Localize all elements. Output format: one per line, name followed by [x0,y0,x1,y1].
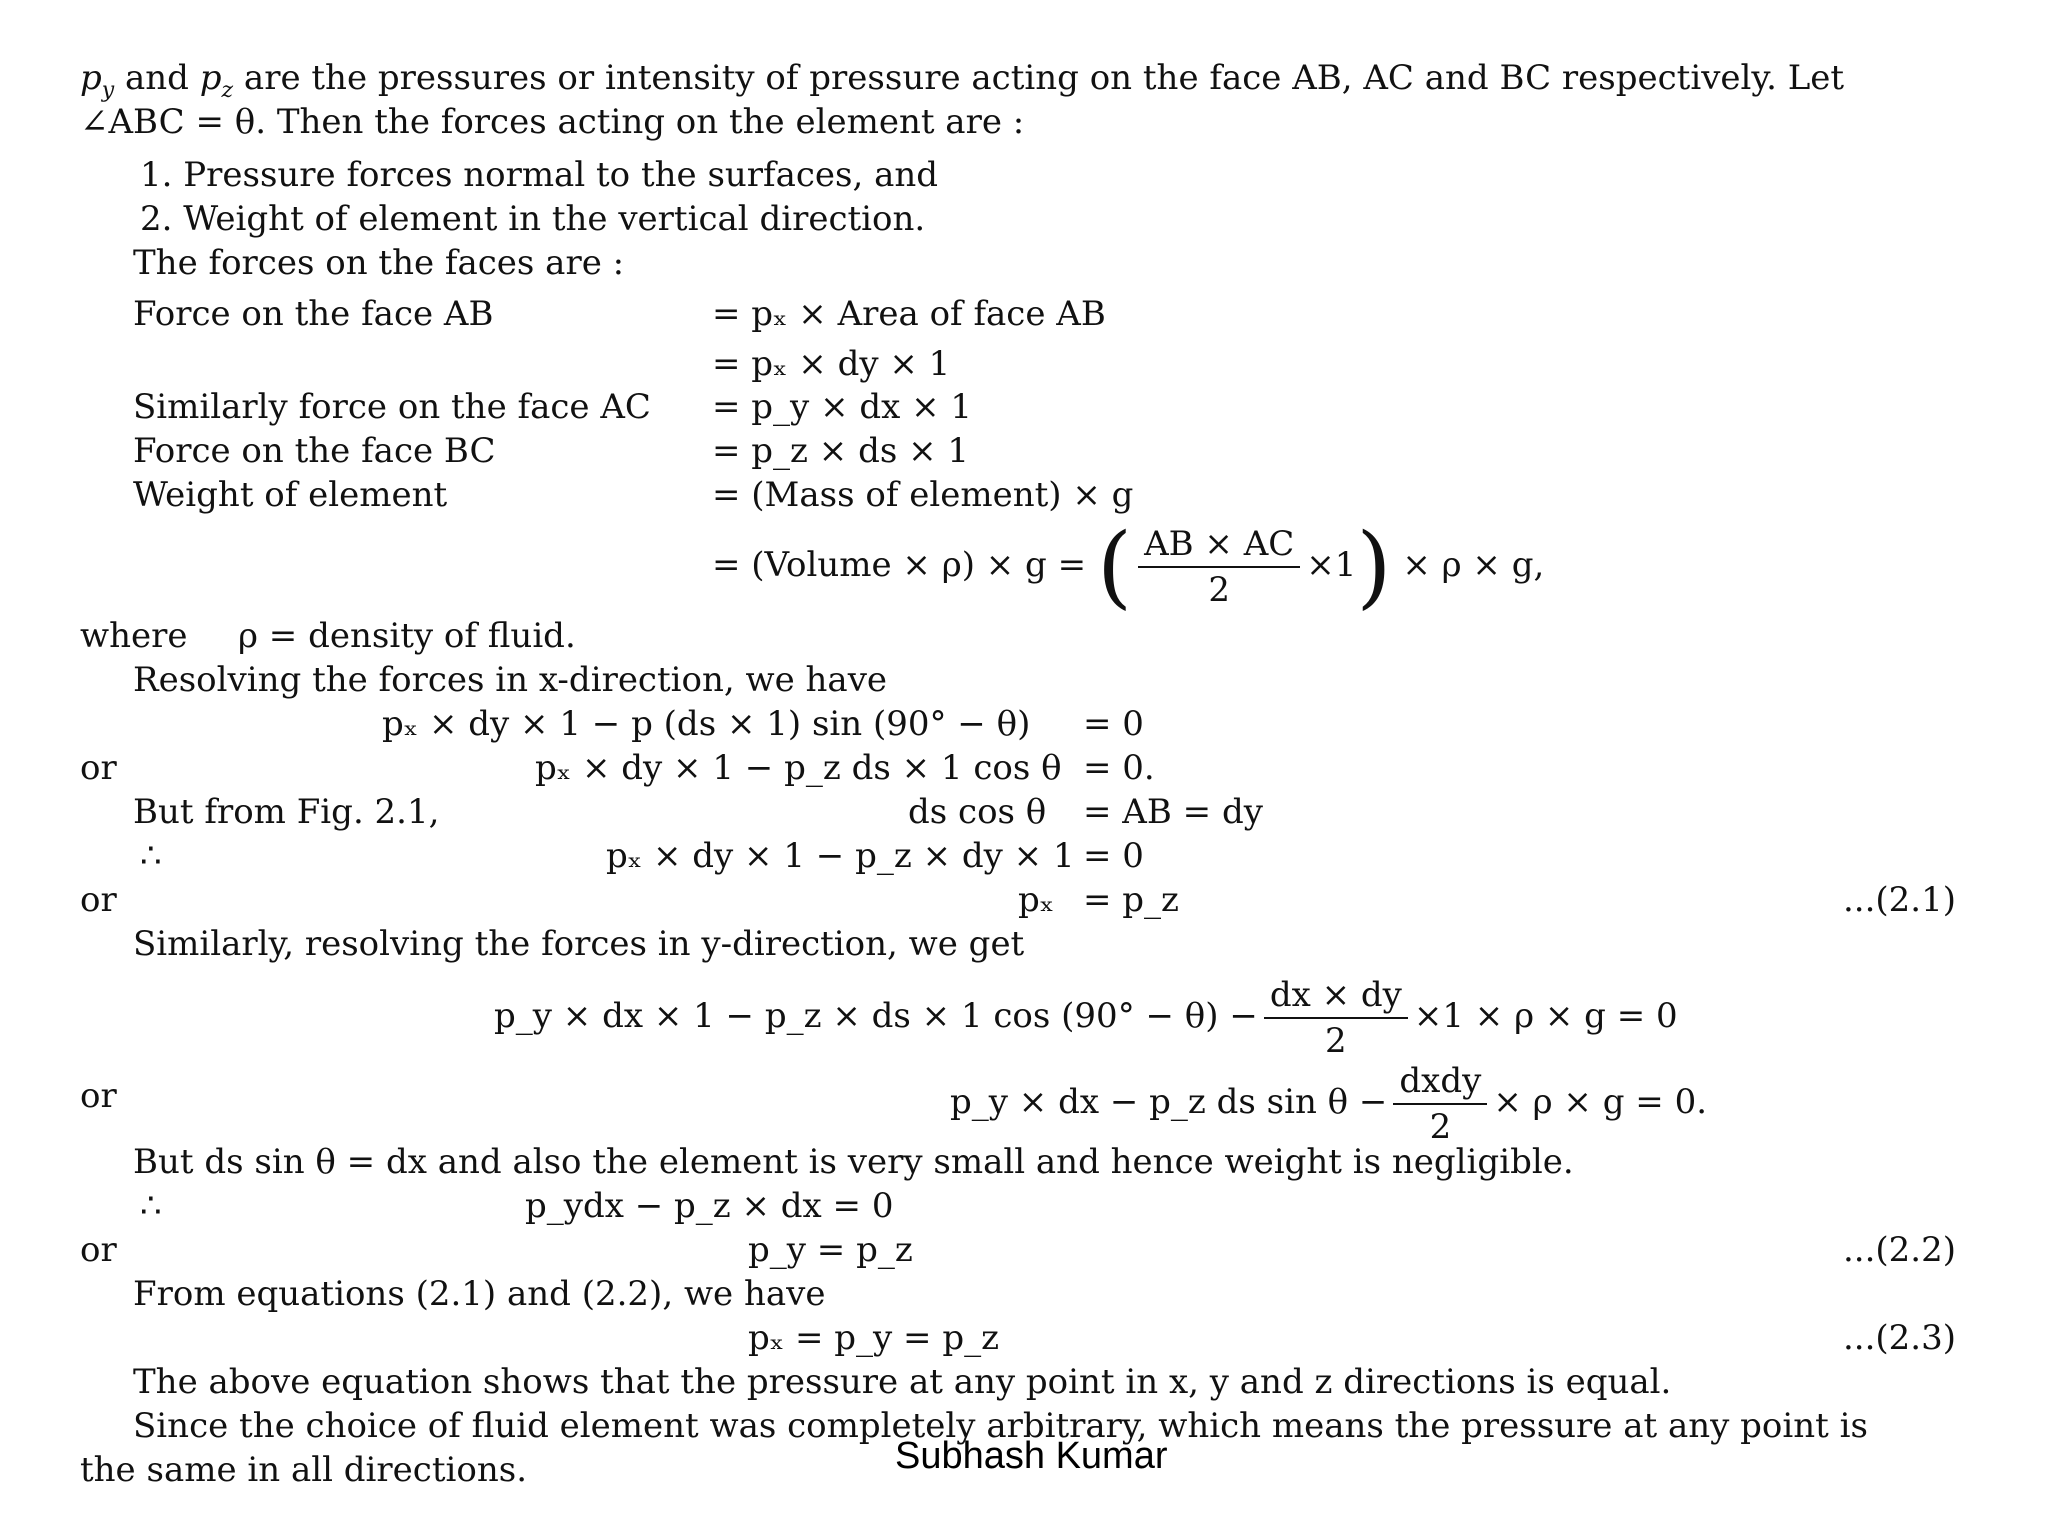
force-bc-rhs: = p_z × ds × 1 [712,431,970,471]
weight-label: Weight of element [133,475,448,515]
intro-p-symbol: p [80,58,102,98]
intro-sub-y: y [101,78,115,103]
force-bc-label: Force on the face BC [133,431,496,471]
x-eq-5-rhs: = p_z [1083,880,1179,920]
y-eq-1-denominator: 2 [1325,1021,1347,1061]
y-eq-3: p_ydx − p_z × dx = 0 [525,1186,894,1226]
x-or-1: or [80,748,117,788]
y-eq-4: p_y = p_z [748,1230,913,1270]
therefore-symbol: ∴ [140,836,162,876]
weight-rhs: = (Mass of element) × g [712,475,1134,515]
equation-number-2-2: ...(2.2) [1842,1230,1956,1270]
x-eq-1: pₓ × dy × 1 − p (ds × 1) sin (90° − θ) [382,704,1031,744]
x-eq-2: pₓ × dy × 1 − p_z ds × 1 cos θ [535,748,1062,788]
author-watermark: Subhash Kumar [895,1435,1168,1477]
x-eq-4: pₓ × dy × 1 − p_z × dy × 1 [606,836,1075,876]
x-eq-5: pₓ [1018,880,1055,920]
x-or-2: or [80,880,117,920]
x-direction-heading: Resolving the forces in x-direction, we have [133,660,888,700]
right-paren: ) [1356,514,1392,619]
x-eq-4-rhs: = 0 [1083,836,1144,876]
force-ab-rhs: = pₓ × Area of face AB [712,294,1106,334]
intro-sub-z: z [221,78,234,103]
weight-fraction-denominator: 2 [1208,570,1230,610]
y-or-2: or [80,1230,117,1270]
list-item-2: 2. Weight of element in the vertical direction. [140,199,926,239]
where-label: where [80,616,188,656]
y-eq-1 [494,968,1678,1064]
forces-heading: The forces on the faces are : [133,243,625,283]
x-eq-1-rhs: = 0 [1083,704,1144,744]
y-eq-1-numerator: dx × dy [1264,973,1408,1019]
force-ac-rhs: = p_y × dx × 1 [712,387,973,427]
fig-reference: But from Fig. 2.1, [133,792,440,832]
intro-p-symbol-2: p [199,58,222,98]
intro-and: and [114,58,200,98]
y-eq-1-rhs: ×1 × ρ × g = 0 [1413,996,1678,1036]
left-paren: ( [1096,514,1133,619]
therefore-symbol-2: ∴ [140,1186,162,1226]
intro-text: are the pressures or intensity of pressure acting on the face AB, AC and BC respectively. Let [233,58,1845,98]
y-eq-2-fraction [1393,1059,1487,1149]
force-ab-rhs-2: = pₓ × dy × 1 [712,344,951,384]
y-eq-2-lhs: p_y × dx − p_z ds sin θ − [950,1082,1388,1122]
y-eq-2-denominator: 2 [1429,1107,1452,1147]
y-eq-1-lhs: p_y × dx × 1 − p_z × ds × 1 cos (90° − θ) − [494,996,1258,1036]
conclusion-line-1: The above equation shows that the pressure at any point in x, y and z directions is equal. [133,1362,1672,1402]
y-eq-2 [950,1054,1707,1150]
weight-volume-rhs: × ρ × g, [1402,545,1545,585]
weight-fraction [1138,522,1300,612]
force-ab-label: Force on the face AB [133,294,494,334]
equation-number-2-1: ...(2.1) [1842,880,1956,920]
y-eq-1-fraction [1264,973,1408,1063]
force-ac-label: Similarly force on the face AC [133,387,651,427]
y-direction-heading: Similarly, resolving the forces in y-direction, we get [133,924,1025,964]
where-text: ρ = density of fluid. [238,616,576,656]
weight-volume-lhs: = (Volume × ρ) × g = [712,545,1087,585]
list-item-1: 1. Pressure forces normal to the surfaces, and [140,155,939,195]
conclusion-line-3: the same in all directions. [80,1450,527,1490]
negligible-weight-note: But ds sin θ = dx and also the element is very small and hence weight is negligible. [133,1142,1574,1182]
final-equation: pₓ = p_y = p_z [748,1318,1000,1358]
intro-line-1 [80,58,1845,103]
y-eq-2-rhs: × ρ × g = 0. [1493,1082,1708,1122]
weight-times-one: ×1 [1306,545,1357,585]
y-or-1: or [80,1076,117,1116]
weight-volume-equation [712,514,1545,619]
intro-line-2: ∠ABC = θ. Then the forces acting on the element are : [80,102,1025,142]
x-eq-2-rhs: = 0. [1083,748,1155,788]
y-eq-2-numerator: dxdy [1393,1059,1487,1105]
conclusion-line-2: Since the choice of fluid element was completely arbitrary, which means the pressure at any point is [133,1406,1868,1446]
x-eq-3-rhs: = AB = dy [1083,792,1263,832]
weight-fraction-numerator: AB × AC [1138,522,1300,568]
x-eq-3: ds cos θ [908,792,1047,832]
from-equations-text: From equations (2.1) and (2.2), we have [133,1274,826,1314]
equation-number-2-3: ...(2.3) [1842,1318,1956,1358]
